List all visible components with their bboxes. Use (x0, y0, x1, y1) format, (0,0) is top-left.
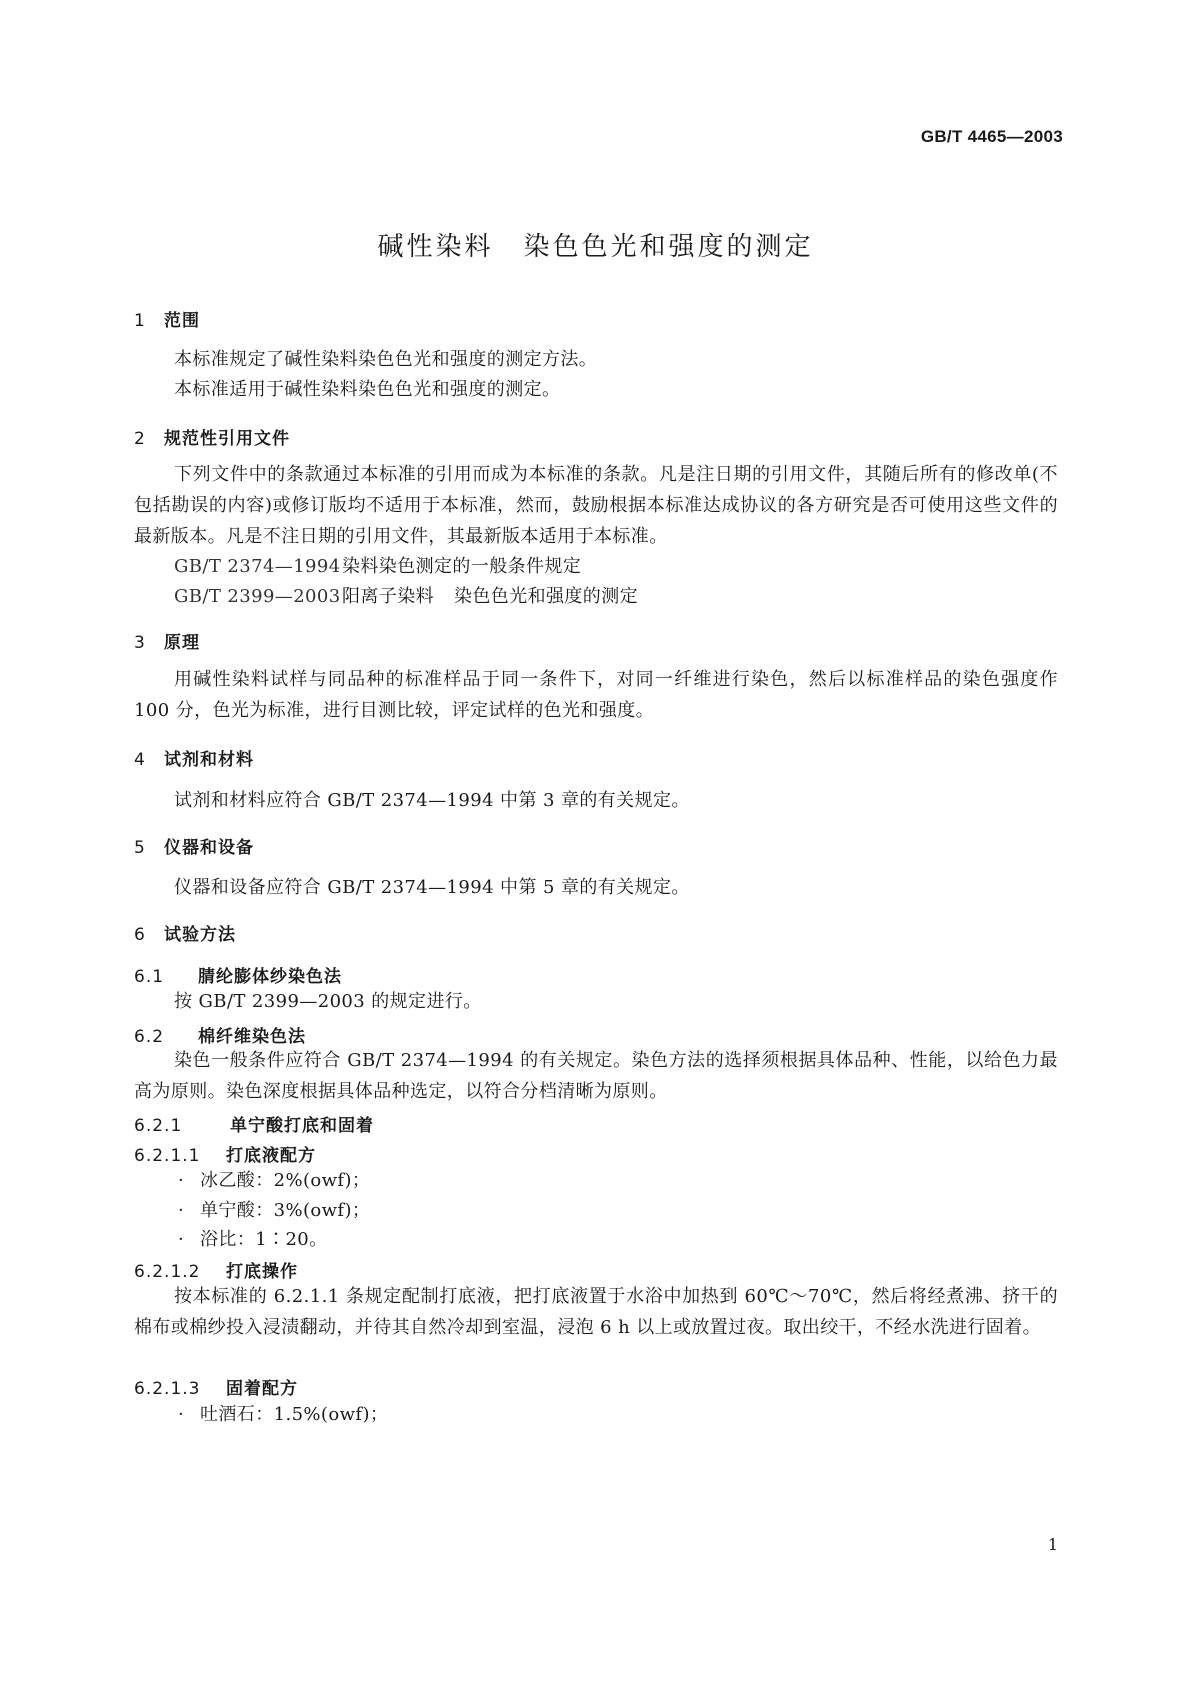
section-6-1-heading: 6.1 腈纶膨体纱染色法 (134, 967, 342, 987)
normative-reference: GB/T 2399—2003阳离子染料 染色色光和强度的测定 (174, 586, 638, 607)
normative-reference: GB/T 2374—1994染料染色测定的一般条件规定 (174, 556, 582, 577)
page-number: 1 (1047, 1535, 1058, 1554)
section-3-para-1: 用碱性染料试样与同品种的标准样品于同一条件下，对同一纤维进行染色，然后以标准样品的染色强度作 100 分，色光为标准，进行目测比较，评定试样的色光和强度。 (134, 669, 1058, 721)
section-6-2-para-1: 染色一般条件应符合 GB/T 2374—1994 的有关规定。染色方法的选择须根据具体品种、性能，以给色力最高为原则。染色深度根据具体品种选定，以符合分档清晰为原则。 (134, 1050, 1058, 1102)
section-6-2-1-2-heading: 6.2.1.2 打底操作 (134, 1262, 298, 1282)
section-6-heading: 6 试验方法 (134, 925, 236, 945)
section-1-heading: 1 范围 (134, 311, 200, 331)
section-6-2-1-1-heading: 6.2.1.1 打底液配方 (134, 1146, 316, 1166)
section-6-2-1-heading: 6.2.1 单宁酸打底和固着 (134, 1116, 374, 1136)
section-6-2-1-2-para-1: 按本标准的 6.2.1.1 条规定配制打底液，把打底液置于水浴中加热到 60℃～70℃，然后将经煮沸、挤干的棉布或棉纱投入浸渍翻动，并待其自然冷却到室温，浸泡 6 h 以上或放置过夜。取出绞干，不经水洗进行固着。 (134, 1286, 1058, 1338)
section-5-heading: 5 仪器和设备 (134, 838, 254, 858)
section-1-para-1: 本标准规定了碱性染料染色色光和强度的测定方法。 (174, 349, 598, 370)
list-item: · 浴比：1∶20。 (178, 1229, 328, 1250)
section-5-para-1: 仪器和设备应符合 GB/T 2374—1994 中第 5 章的有关规定。 (174, 877, 690, 898)
list-item: · 冰乙酸：2%(owf)； (178, 1170, 371, 1191)
list-item: · 单宁酸：3%(owf)； (178, 1200, 371, 1221)
section-6-2-1-3-heading: 6.2.1.3 固着配方 (134, 1379, 298, 1399)
section-6-2-heading: 6.2 棉纤维染色法 (134, 1027, 306, 1047)
title-part-2: 染色色光和强度的测定 (523, 232, 814, 262)
section-6-1-para-1: 按 GB/T 2399—2003 的规定进行。 (174, 991, 482, 1012)
section-3-heading: 3 原理 (134, 633, 200, 653)
title-part-1: 碱性染料 (377, 232, 494, 262)
section-4-heading: 4 试剂和材料 (134, 750, 254, 770)
section-1-para-2: 本标准适用于碱性染料染色色光和强度的测定。 (174, 379, 561, 400)
section-2-heading: 2 规范性引用文件 (134, 429, 290, 449)
section-4-para-1: 试剂和材料应符合 GB/T 2374—1994 中第 3 章的有关规定。 (174, 790, 690, 811)
list-item: · 吐酒石：1.5%(owf)； (178, 1404, 389, 1425)
section-2-para-1: 下列文件中的条款通过本标准的引用而成为本标准的条款。凡是注日期的引用文件，其随后所有的修改单(不包括勘误的内容)或修订版均不适用于本标准，然而，鼓励根据本标准达成协议的各方研究是否可使用这些文件的最新版本。凡是不注日期的引用文件，其最新版本适用于本标准。 (134, 464, 1058, 547)
document-title (0, 226, 1191, 263)
standard-code: GB/T 4465—2003 (920, 127, 1063, 146)
